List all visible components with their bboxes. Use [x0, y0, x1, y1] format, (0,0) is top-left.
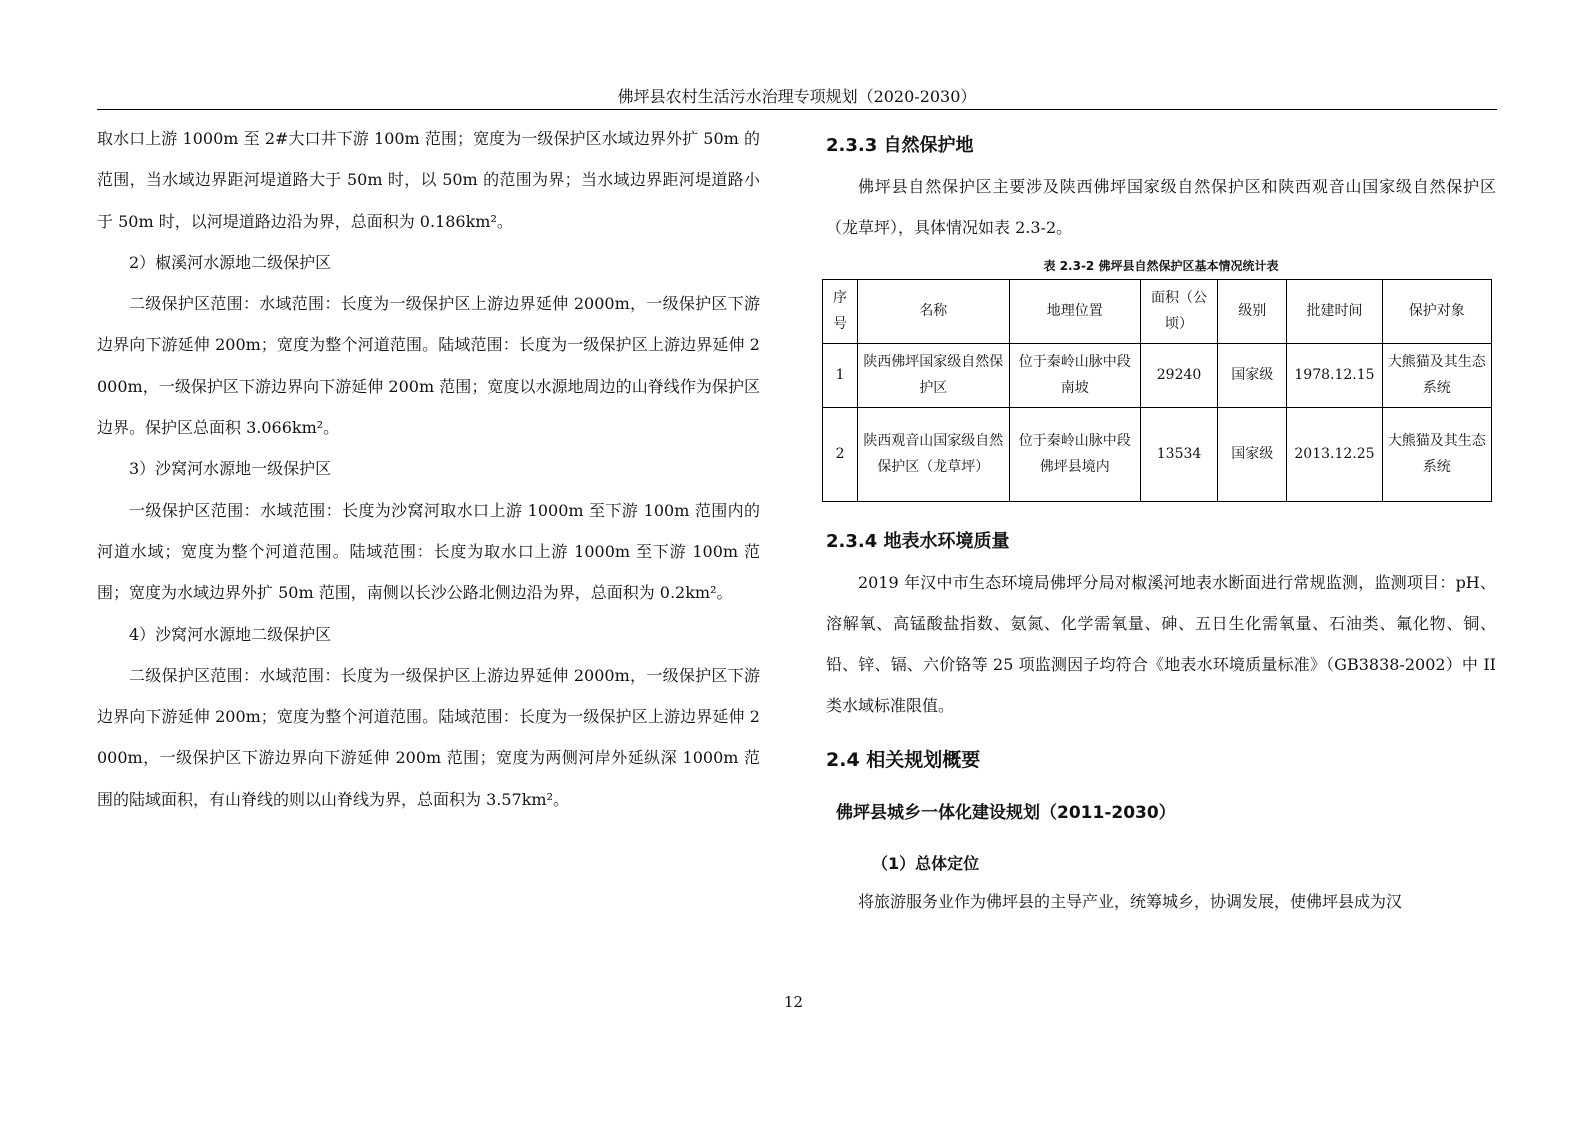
subsection-heading: 佛坪县城乡一体化建设规划（2011-2030） [836, 802, 1176, 823]
cell-level: 国家级 [1218, 343, 1287, 407]
item-4-body: 二级保护区范围：水域范围：长度为一级保护区上游边界延伸 2000m，一级保护区下游边界向下游延伸 200m；宽度为整个河道范围。陆域范围：长度为一级保护区上游边界延伸 2000m，一级保护区下游边界向下游延伸 200m 范围；宽度为两侧河岸外延纵深 1000m 范围的陆域面积，有山脊线的则以山脊线为界，总面积为 3.57km²。 [97, 665, 760, 809]
item-2-title: 2）椒溪河水源地二级保护区 [129, 252, 332, 272]
header-cell-index: 序号 [823, 279, 858, 343]
paragraph-continuation: 取水口上游 1000m 至 2#大口井下游 100m 范围；宽度为一级保护区水域边界外扩 50m 的范围，当水域边界距河堤道路大于 50m 时，以 50m 的范围为界；当水域边界距河堤道路小于 50m 时，以河堤道路边沿为界，总面积为 0.186km²。 [97, 129, 760, 231]
paragraph-nature-reserves: 佛坪县自然保护区主要涉及陕西佛坪国家级自然保护区和陕西观音山国家级自然保护区（龙草坪），具体情况如表 2.3-2。 [826, 177, 1496, 238]
paragraph-positioning: 将旅游服务业作为佛坪县的主导产业，统筹城乡，协调发展，使佛坪县成为汉 [858, 891, 1403, 911]
section-heading-2-3-3: 2.3.3 自然保护地 [826, 135, 974, 156]
header-cell-level: 级别 [1218, 279, 1287, 343]
item-3-body: 一级保护区范围：水域范围：长度为沙窝河取水口上游 1000m 至下游 100m 范围内的河道水域；宽度为整个河道范围。陆域范围：长度为取水口上游 1000m 至下游 100m 范围；宽度为水域边界外扩 50m 范围，南侧以长沙公路北侧边沿为界，总面积为 0.2km²。 [97, 500, 760, 603]
running-header: 佛坪县农村生活污水治理专项规划（2020-2030） [617, 87, 977, 106]
header-cell-name: 名称 [858, 279, 1009, 343]
item-4-title: 4）沙窝河水源地二级保护区 [129, 624, 332, 644]
cell-index: 2 [823, 407, 858, 501]
cell-date: 2013.12.25 [1287, 407, 1382, 501]
table-header-row [823, 279, 1492, 343]
section-heading-2-4: 2.4 相关规划概要 [826, 748, 981, 771]
cell-location: 位于秦岭山脉中段南坡 [1009, 343, 1140, 407]
item-3-title: 3）沙窝河水源地一级保护区 [129, 459, 332, 479]
subsubsection-heading: （1）总体定位 [872, 853, 980, 873]
left-column [97, 118, 760, 820]
nature-reserve-table [822, 279, 1492, 502]
header-rule [97, 109, 1497, 110]
spacer [826, 502, 1496, 522]
page-number: 12 [783, 993, 804, 1011]
cell-location: 位于秦岭山脉中段佛坪县境内 [1009, 407, 1140, 501]
header-cell-date: 批建时间 [1287, 279, 1382, 343]
cell-area: 29240 [1140, 343, 1217, 407]
header-cell-location: 地理位置 [1009, 279, 1140, 343]
cell-date: 1978.12.15 [1287, 343, 1382, 407]
header-cell-target: 保护对象 [1382, 279, 1491, 343]
table-caption: 表 2.3-2 佛坪县自然保护区基本情况统计表 [1043, 258, 1279, 273]
section-heading-2-3-4: 2.3.4 地表水环境质量 [826, 530, 1010, 552]
cell-target: 大熊猫及其生态系统 [1382, 343, 1491, 407]
cell-name: 陕西观音山国家级自然保护区（龙草坪） [858, 407, 1009, 501]
paragraph-water-quality: 2019 年汉中市生态环境局佛坪分局对椒溪河地表水断面进行常规监测，监测项目：pH、溶解氧、高锰酸盐指数、氨氮、化学需氧量、砷、五日生化需氧量、石油类、氟化物、铜、铅、锌、镉、六价铬等 25 项监测因子均符合《地表水环境质量标准》（GB3838-2002）中 II 类水域标准限值。 [826, 572, 1496, 716]
cell-index: 1 [823, 343, 858, 407]
cell-target: 大熊猫及其生态系统 [1382, 407, 1491, 501]
cell-level: 国家级 [1218, 407, 1287, 501]
cell-area: 13534 [1140, 407, 1217, 501]
cell-name: 陕西佛坪国家级自然保护区 [858, 343, 1009, 407]
table-row [823, 343, 1492, 407]
right-column [826, 118, 1496, 922]
item-2-body: 二级保护区范围：水域范围：长度为一级保护区上游边界延伸 2000m，一级保护区下游边界向下游延伸 200m；宽度为整个河道范围。陆域范围：长度为一级保护区上游边界延伸 2000m，一级保护区下游边界向下游延伸 200m 范围；宽度以水源地周边的山脊线作为保护区边界。保护区总面积 3.066km²。 [97, 294, 760, 438]
table-row [823, 407, 1492, 501]
header-cell-area: 面积（公顷） [1140, 279, 1217, 343]
